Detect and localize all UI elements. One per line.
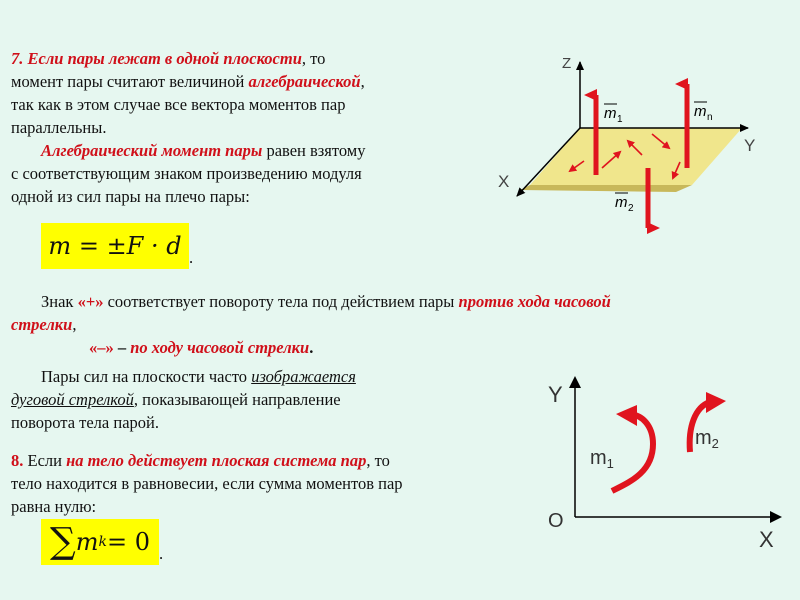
figure-3d-moments [480, 40, 780, 240]
svg-text:m: m [694, 103, 707, 120]
arc-paragraph [11, 365, 471, 434]
arc-t3: поворота тела парой. [11, 413, 159, 432]
sign-ccw-2: стрелки [11, 315, 73, 334]
sign-minus: «–» [89, 338, 114, 357]
sign-ccw-1: против хода часовой [458, 292, 611, 311]
figure-planar-moments [540, 372, 790, 554]
x-label: X [498, 172, 510, 191]
label-m2-2: $m_2$ [695, 427, 719, 451]
sign-t3: , [72, 315, 77, 334]
para-7-l3: так как в этом случае все вектора моментов пар [11, 95, 346, 114]
label-mn [694, 102, 713, 123]
para-8 [11, 449, 531, 518]
formula-sum-sign: ∑ [50, 521, 76, 562]
sign-t1: Знак [41, 292, 78, 311]
formula-moment-rhs: = ±F · d [78, 232, 182, 260]
para-7-algebraic: алгебраической [248, 72, 361, 91]
svg-text:m: m [604, 105, 617, 122]
arc-arrow-m1 [612, 405, 653, 491]
svg-text:n: n [707, 112, 713, 123]
label-m2 [615, 193, 634, 214]
sign-rule [11, 290, 781, 359]
plane [520, 128, 742, 192]
formula-moment [41, 223, 189, 269]
def-t1: равен взятому [262, 141, 366, 160]
para-8-number: 8. [11, 451, 24, 470]
para-7-t1: , то [301, 49, 326, 68]
def-l3: одной из сил пары на плечо пары: [11, 187, 250, 206]
formula-moment-lhs: m [48, 232, 72, 260]
sign-plus: «+» [77, 292, 104, 311]
svg-text:2: 2 [628, 203, 634, 214]
svg-text:m: m [615, 194, 628, 211]
sign-t5: . [309, 338, 314, 357]
para-8-l3: равна нулю: [11, 497, 97, 516]
arc-u2: дуговой стрелкой [11, 390, 134, 409]
def-l2: с соответствующим знаком произведению модуля [11, 164, 362, 183]
formula-sum-rhs: = 0 [106, 528, 150, 556]
formula-sum-k: k [98, 534, 107, 550]
sign-t2: соответствует повороту тела под действием пары [103, 292, 459, 311]
para-7-l4: параллельны. [11, 118, 107, 137]
formula-sum-m: m [75, 528, 99, 556]
arc-t2: , показывающей направление [133, 390, 341, 409]
label-m1-2: $m_1$ [590, 447, 614, 471]
def-term: Алгебраический момент пары [41, 141, 263, 160]
origin-label: O [548, 510, 564, 532]
para-7-l2b: , [360, 72, 365, 91]
label-m1 [604, 104, 623, 125]
para-8-t2: , то [366, 451, 390, 470]
y-label-2: Y [548, 382, 563, 407]
arc-u1: изображается [251, 367, 356, 386]
para-7-number: 7. [11, 49, 24, 68]
para-8-t1: Если [23, 451, 67, 470]
para-7-condition: Если пары лежат в одной плоскости [27, 49, 302, 68]
z-label: Z [562, 55, 572, 72]
svg-text:1: 1 [617, 114, 623, 125]
para-8-condition: на тело действует плоская система пар [66, 451, 367, 470]
y-label: Y [744, 136, 756, 155]
para-7-l2a: момент пары считают величиной [11, 72, 249, 91]
formula-moment-tail: . [189, 248, 194, 267]
sign-t4: – [113, 338, 131, 357]
arc-t1: Пары сил на плоскости часто [41, 367, 252, 386]
formula-sum [41, 519, 159, 565]
para-7 [11, 47, 471, 208]
formula-sum-tail: . [159, 544, 164, 563]
sign-cw: по ходу часовой стрелки [130, 338, 310, 357]
x-label-2: X [759, 527, 774, 552]
para-8-l2: тело находится в равновесии, если сумма моментов пар [11, 474, 403, 493]
